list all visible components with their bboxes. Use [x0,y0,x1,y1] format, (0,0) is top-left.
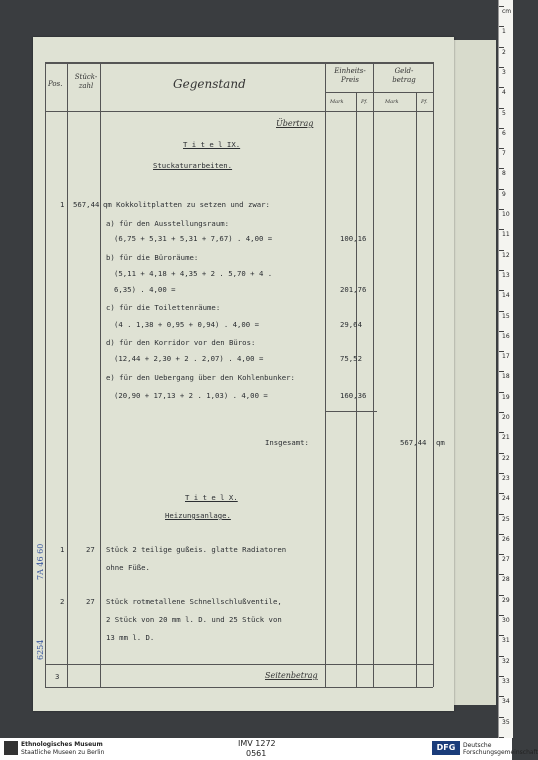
margin-note-1: 7A 46 60 [36,543,45,580]
ruler-tick [499,676,504,677]
footer-rule [45,664,433,665]
sum-rule [325,411,377,412]
line-text: Stück 2 teilige gußeis. glatte Radiatoren [106,545,287,554]
ruler-number: 6 [502,129,506,137]
total-unit: qm [436,438,445,447]
ruler-tick [499,108,504,109]
ruler-tick [499,473,504,474]
line-text: d) für den Korridor vor den Büros: [106,338,256,347]
ruler-number: 17 [502,353,510,361]
line-price: 160,36 [340,391,367,400]
sub-mark-price: Mark [330,99,344,105]
ruler-tick [499,290,504,291]
header-rule [45,111,433,112]
ruler-number: 27 [502,556,510,564]
ruler-number: 2 [502,48,506,56]
ruler-tick [499,67,504,68]
ruler-number: 34 [502,698,510,706]
museum-name: Ethnologisches Museum [21,741,103,748]
subheader-rule [325,92,433,93]
ruler-number: 3 [502,68,506,76]
col-divider-price-pf [356,92,357,687]
line-pos: 1 [60,545,65,554]
ruler-tick [499,351,504,352]
bottom-rule [45,687,433,688]
ruler-tick [499,47,504,48]
ruler-tick [499,595,504,596]
ruler-tick [499,209,504,210]
ruler-tick [499,554,504,555]
line-text: a) für den Ausstellungsraum: [106,219,230,228]
ruler-number: 33 [502,677,510,685]
right-border [433,62,434,687]
footer-bar [0,738,538,760]
ruler-number: cm [502,8,512,15]
line-text: (5,11 + 4,18 + 4,35 + 2 . 5,70 + 4 . [114,269,273,278]
carry-over-label: Übertrag [276,119,314,128]
ruler-number: 32 [502,657,510,665]
ruler-number: 23 [502,474,510,482]
ruler-number: 26 [502,535,510,543]
ruler-tick [499,331,504,332]
scale-ruler [498,0,513,738]
line-text: 13 mm l. D. [106,633,155,642]
ruler-tick [499,26,504,27]
ruler-number: 12 [502,251,510,259]
ruler-tick [499,168,504,169]
ruler-number: 10 [502,211,510,218]
title-9-heading: T i t e l IX. [183,140,241,149]
margin-note-2: 6254 [36,639,45,660]
ruler-number: 11 [502,231,510,239]
line-pos: 2 [60,597,65,606]
line-text: 6,35) . 4,00 = [114,285,176,294]
sub-pf-price: Pf. [361,99,368,105]
col-divider-pos [67,62,68,687]
ruler-tick [499,717,504,718]
line-text: qm Kokkolitplatten zu setzen und zwar: [103,200,270,209]
ruler-tick [499,696,504,697]
ruler-number: 30 [502,617,510,624]
title-10-subtitle: Heizungsanlage. [165,511,231,520]
top-rule [45,62,433,64]
scan-page: 0561 [246,749,267,758]
ruler-tick [499,656,504,657]
ruler-number: 28 [502,576,510,584]
line-price: 75,52 [340,354,362,363]
ruler-tick [499,250,504,251]
title-9-subtitle: Stuckaturarbeiten. [153,161,233,170]
header-subject: Gegenstand [173,77,246,91]
ruler-tick [499,229,504,230]
line-text: (20,90 + 17,13 + 2 . 1,03) . 4,00 = [114,391,268,400]
dfg-logo: DFG [432,741,460,755]
ruler-number: 9 [502,190,506,198]
ruler-tick [499,493,504,494]
ruler-tick [499,635,504,636]
ruler-number: 1 [502,28,506,36]
ruler-number: 29 [502,596,510,604]
ruler-number: 31 [502,637,510,645]
ruler-tick [499,148,504,149]
total-value: 567,44 [400,438,427,447]
museum-logo-icon [4,741,18,755]
ruler-tick [499,453,504,454]
ruler-tick [499,412,504,413]
line-qty: 27 [86,597,95,606]
line-text: e) für den Uebergang über den Kohlenbunker: [106,373,295,382]
line-price: 100,16 [340,234,367,243]
ruler-number: 4 [502,89,506,97]
ruler-number: 15 [502,312,510,320]
ruler-tick [499,6,504,7]
ruler-number: 20 [502,414,510,421]
line-text: 2 Stück von 20 mm l. D. und 25 Stück von [106,615,282,624]
museum-sub: Staatliche Museen zu Berlin [21,749,105,756]
ruler-tick [499,128,504,129]
header-qty: Stück- zahl [74,73,98,90]
line-price: 29,64 [340,320,362,329]
col-divider-amount-pf [416,92,417,687]
ruler-tick [499,534,504,535]
ruler-number: 13 [502,271,510,279]
line-pos: 1 [60,200,65,209]
line-text: (4 . 1,38 + 0,95 + 0,94) . 4,00 = [114,320,259,329]
col-divider-price [373,62,374,687]
total-label: Insgesamt: [265,438,309,447]
ruler-tick [499,574,504,575]
ruler-number: 24 [502,495,510,503]
dfg-text: Deutsche Forschungsgemeinschaft [463,742,538,756]
line-text: (6,75 + 5,31 + 5,31 + 7,67) . 4,00 = [114,234,273,243]
ruler-number: 35 [502,718,510,726]
header-amount: Geld- betrag [392,67,416,84]
ruler-tick [499,514,504,515]
left-border [45,62,46,687]
title-10-heading: T i t e l X. [185,493,238,502]
line-price: 201,76 [340,285,367,294]
ruler-number: 22 [502,454,510,462]
ruler-number: 21 [502,434,510,442]
ruler-number: 5 [502,109,506,117]
header-unit-price: Einheits- Preis [334,67,366,84]
ruler-number: 18 [502,373,510,381]
ruler-tick [499,432,504,433]
ruler-tick [499,270,504,271]
line-qty: 567,44 [73,200,100,209]
line-text: (12,44 + 2,30 + 2 . 2,07) . 4,00 = [114,354,264,363]
ruler-tick [499,615,504,616]
ruler-number: 14 [502,292,510,300]
ruler-number: 16 [502,332,510,340]
sub-pf-amount: Pf. [421,99,428,105]
ledger-page [33,37,454,711]
header-pos: Pos. [48,80,63,88]
line-text: c) für die Toilettenräume: [106,303,221,312]
ruler-number: 8 [502,170,506,178]
page-total-label: Seitenbetrag [265,671,318,680]
ruler-number: 19 [502,393,510,401]
sub-mark-amount: Mark [385,99,399,105]
line-text: ohne Füße. [106,563,150,572]
line-text: b) für die Büroräume: [106,253,199,262]
ruler-tick [499,392,504,393]
ruler-tick [499,371,504,372]
ruler-number: 25 [502,515,510,523]
line-text: Stück rotmetallene Schnellschlußventile, [106,597,282,606]
col-divider-subject [325,62,326,687]
line-qty: 27 [86,545,95,554]
page-number: 3 [55,672,60,681]
ruler-number: 7 [502,150,506,158]
col-divider-qty [100,62,101,687]
ruler-tick [499,311,504,312]
inventory-number: IMV 1272 [238,739,276,748]
ruler-tick [499,87,504,88]
ruler-tick [499,189,504,190]
